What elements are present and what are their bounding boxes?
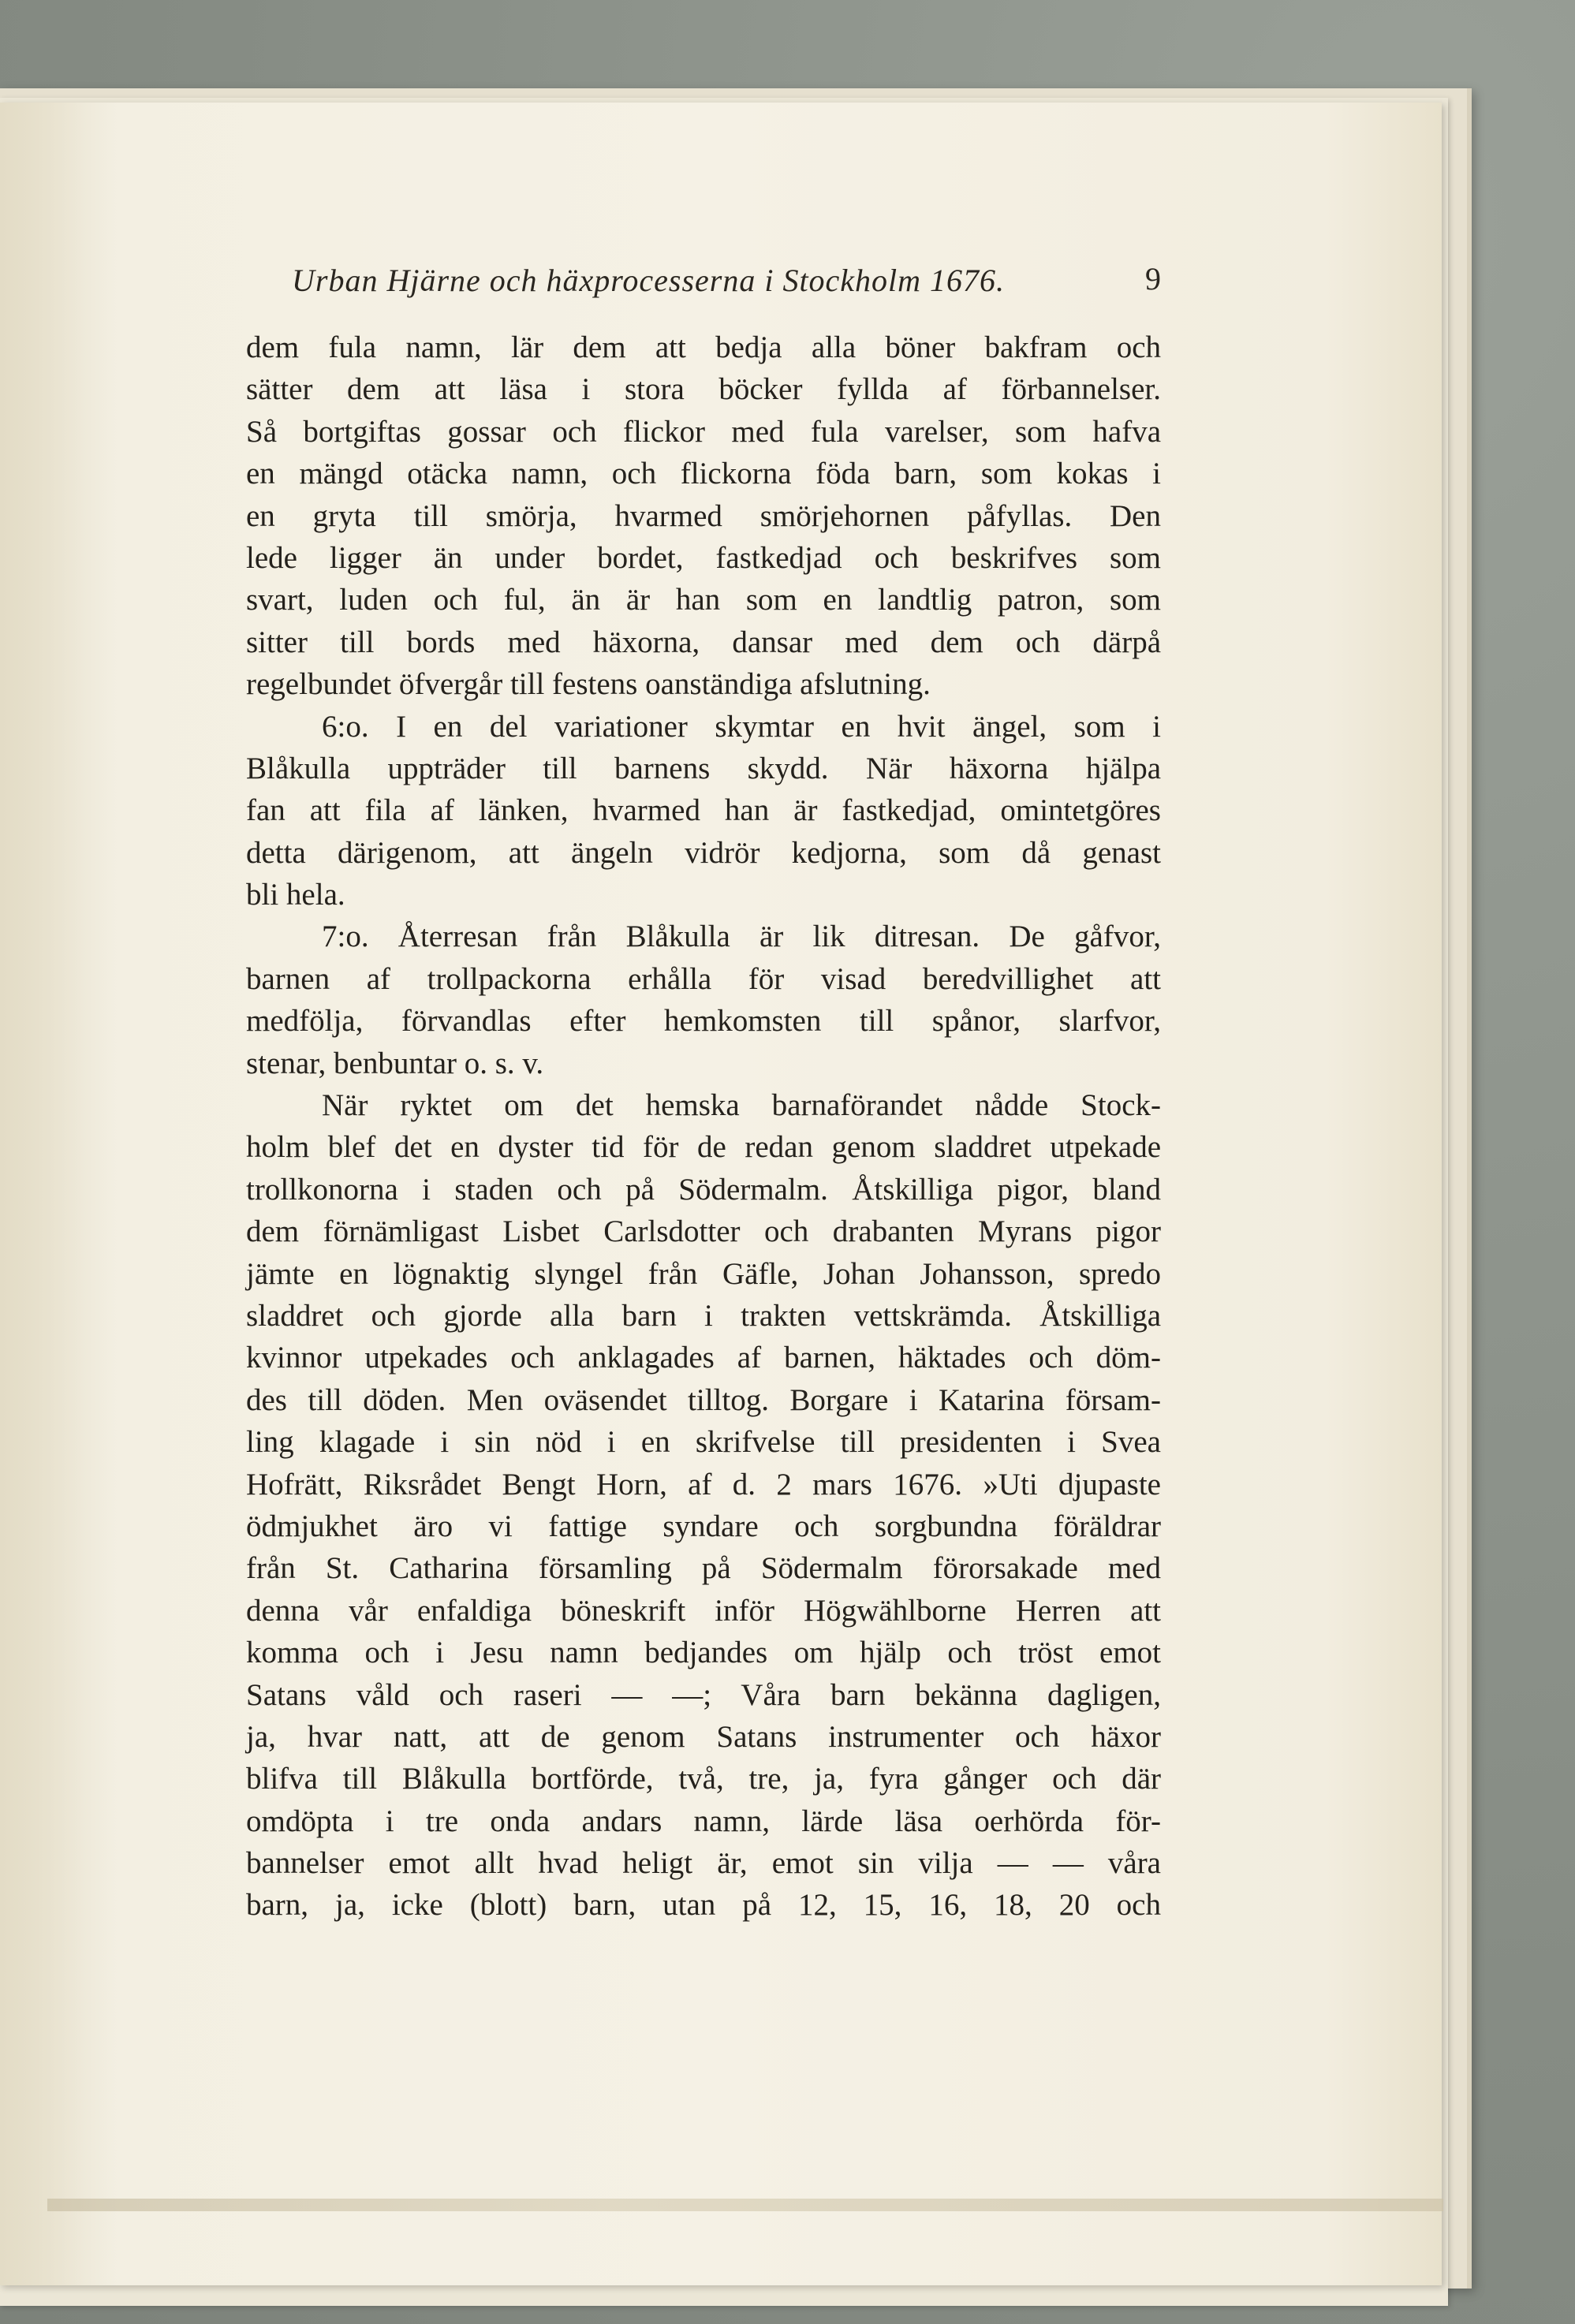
text-line: dem fula namn, lär dem att bedja alla böner bakfram och — [246, 330, 1161, 364]
text-line: ling klagade i sin nöd i en skrifvelse till presidenten i Svea — [246, 1425, 1161, 1460]
text-line: ja, hvar natt, att de genom Satans instrumenter och häxor — [246, 1719, 1161, 1754]
text-line: barnen af trollpackorna erhålla för visad beredvillighet att — [246, 961, 1161, 996]
text-line: bannelser emot allt hvad heligt är, emot sin vilja — — våra — [246, 1846, 1161, 1881]
text-line: Så bortgiftas gossar och flickor med fula varelser, som hafva — [246, 414, 1161, 449]
text-line: komma och i Jesu namn bedjandes om hjälp och tröst emot — [246, 1636, 1161, 1670]
text-line: blifva till Blåkulla bortförde, två, tre, ja, fyra gånger och där — [246, 1762, 1161, 1796]
page-bottom-edge — [47, 2199, 1443, 2211]
text-line: jämte en lögnaktig slyngel från Gäfle, Johan Johansson, spredo — [246, 1256, 1161, 1291]
text-line: medfölja, förvandlas efter hemkomsten till spånor, slarfvor, — [246, 1004, 1161, 1039]
text-line: När ryktet om det hemska barnaförandet nådde Stock- — [322, 1088, 1161, 1123]
text-line: en mängd otäcka namn, och flickorna föda barn, som kokas i — [246, 457, 1161, 491]
text-line: 6:o. I en del variationer skymtar en hvit ängel, som i — [322, 709, 1161, 744]
text-line: trollkonorna i staden och på Södermalm. Åtskilliga pigor, bland — [246, 1172, 1161, 1207]
text-line: svart, luden och ful, än är han som en landtlig patron, som — [246, 583, 1161, 617]
text-line: 7:o. Återresan från Blåkulla är lik ditresan. De gåfvor, — [322, 920, 1161, 954]
text-line: denna vår enfaldiga böneskrift inför Högwählborne Herren att — [246, 1593, 1161, 1628]
text-line: des till döden. Men oväsendet tilltog. Borgare i Katarina försam- — [246, 1382, 1161, 1417]
text-line: sitter till bords med häxorna, dansar med dem och därpå — [246, 625, 1161, 659]
text-line: kvinnor utpekades och anklagades af barnen, häktades och döm- — [246, 1341, 1161, 1375]
text-line: sladdret och gjorde alla barn i trakten vettskrämda. Åtskilliga — [246, 1298, 1161, 1333]
page-number: 9 — [1145, 261, 1161, 297]
text-line: en gryta till smörja, hvarmed smörjehornen påfyllas. Den — [246, 498, 1161, 533]
body-text — [246, 326, 1161, 1927]
text-line: sätter dem att läsa i stora böcker fyllda af förbannelser. — [246, 372, 1161, 407]
text-line: ödmjukhet äro vi fattige syndare och sorgbundna föräldrar — [246, 1509, 1161, 1543]
text-line: barn, ja, icke (blott) barn, utan på 12, 15, 16, 18, 20 och — [246, 1888, 1161, 1923]
text-line: Blåkulla uppträder till barnens skydd. När häxorna hjälpa — [246, 751, 1161, 785]
page-gutter-shadow — [0, 103, 118, 2285]
text-line: holm blef det en dyster tid för de redan genom sladdret utpekade — [246, 1130, 1161, 1165]
text-line: lede ligger än under bordet, fastkedjad och beskrifves som — [246, 540, 1161, 575]
text-line: Satans våld och raseri — —; Våra barn bekänna dagligen, — [246, 1677, 1161, 1712]
text-line: regelbundet öfvergår till festens oanständiga afslutning. — [246, 667, 931, 702]
text-line: stenar, benbuntar o. s. v. — [246, 1046, 544, 1080]
text-line: fan att fila af länken, hvarmed han är fastkedjad, omintetgöres — [246, 793, 1161, 828]
running-head: Urban Hjärne och häxprocesserna i Stockholm 1676. — [292, 263, 1006, 298]
text-line: omdöpta i tre onda andars namn, lärde läsa oerhörda för- — [246, 1804, 1161, 1838]
text-line: Hofrätt, Riksrådet Bengt Horn, af d. 2 mars 1676. »Uti djupaste — [246, 1467, 1161, 1501]
text-line: från St. Catharina församling på Södermalm förorsakade med — [246, 1551, 1161, 1586]
text-line: dem förnämligast Lisbet Carlsdotter och drabanten Myrans pigor — [246, 1214, 1161, 1249]
text-line: bli hela. — [246, 878, 345, 912]
text-line: detta därigenom, att ängeln vidrör kedjorna, som då genast — [246, 835, 1161, 870]
